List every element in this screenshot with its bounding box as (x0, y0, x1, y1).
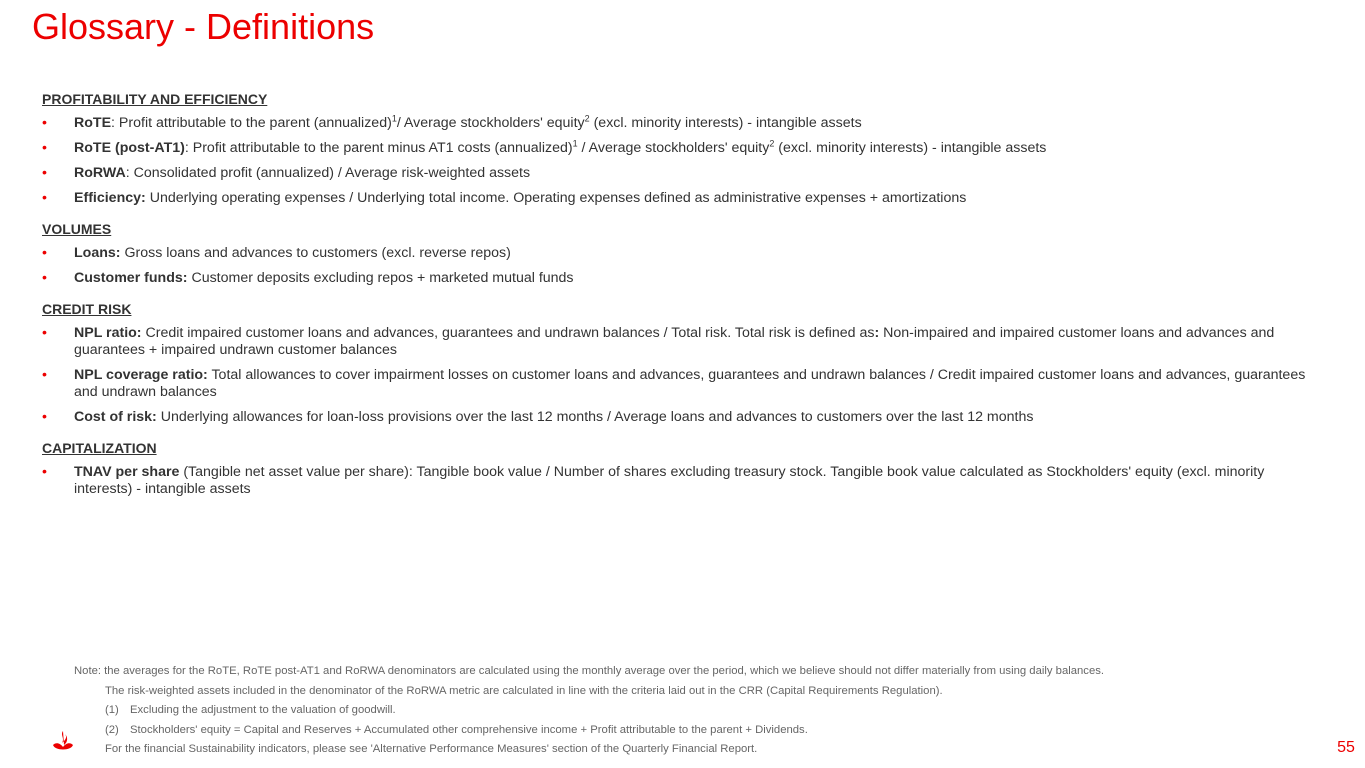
footnote-number: (2) (105, 723, 119, 736)
bullet-icon: • (42, 464, 47, 480)
section-capitalization (42, 439, 1312, 498)
footnote-text: Excluding the adjustment to the valuation of goodwill. (130, 704, 396, 717)
definition-text: / Average stockholders' equity (396, 115, 585, 131)
bullet-icon: • (42, 270, 47, 286)
term: NPL coverage ratio: (74, 367, 208, 383)
definition-text: (excl. minority interests) - intangible assets (589, 115, 862, 131)
footnote-ref: 2 (584, 113, 590, 124)
definition-text: Non-impaired and impaired customer loans and advances and guarantees + impaired undrawn customer balances (74, 325, 1275, 358)
term: NPL ratio: (74, 325, 142, 341)
glossary-content (42, 90, 1312, 511)
footnote-1 (74, 702, 1274, 722)
santander-flame-logo-icon (51, 730, 75, 754)
definition-cost-of-risk (42, 409, 1312, 426)
bullet-icon: • (42, 165, 47, 181)
definition-rorwa (42, 165, 1312, 182)
definition-rote-post-at1 (42, 140, 1312, 157)
term: Efficiency: (74, 190, 146, 206)
term: TNAV per share (74, 464, 180, 480)
page-title: Glossary - Definitions (32, 6, 375, 47)
bullet-icon: • (42, 325, 47, 341)
footnote-text: Stockholders' equity = Capital and Reserves + Accumulated other comprehensive income + Profit attributable to the parent + Dividends. (130, 723, 808, 736)
footnote-ref: 1 (572, 138, 578, 149)
definition-loans (42, 245, 1312, 262)
note-main: Note: the averages for the RoTE, RoTE post-AT1 and RoRWA denominators are calculated using the monthly average over the period, which we believe should not differ materially from using daily balances. (74, 665, 1105, 677)
definition-text: : Profit attributable to the parent minus AT1 costs (annualized) (184, 140, 573, 156)
definition-text: Gross loans and advances to customers (excl. reverse repos) (120, 245, 511, 261)
definition-text: : Profit attributable to the parent (annualized) (111, 115, 392, 131)
definition-text: Total allowances to cover impairment losses on customer loans and advances, guarantees and undrawn balances / Credit impaired customer loans and advances, guarantees and undrawn balances (74, 367, 1306, 400)
note-rwa: The risk-weighted assets included in the denominator of the RoRWA metric are calculated in line with the criteria laid out in the CRR (Capital Requirements Regulation). (105, 684, 943, 697)
term: Customer funds: (74, 270, 188, 286)
footnotes (74, 663, 1274, 761)
definition-npl-coverage (42, 367, 1312, 401)
note-sustainability: For the financial Sustainability indicators, please see 'Alternative Performance Measures' section of the Quarterly Financial Report. (105, 743, 758, 756)
section-heading: PROFITABILITY AND EFFICIENCY (42, 91, 268, 107)
definition-text: (Tangible net asset value per share): Tangible book value / Number of shares excluding treasury stock. Tangible book value calculated as Stockholders' equity (excl. minority interests) - intangible assets (74, 464, 1265, 497)
term: RoRWA (74, 165, 126, 181)
definition-rote (42, 115, 1312, 132)
section-profitability (42, 90, 1312, 207)
term: Cost of risk: (74, 409, 157, 425)
definition-text: (excl. minority interests) - intangible assets (774, 140, 1047, 156)
bullet-icon: • (42, 140, 47, 156)
footnote-2 (74, 722, 1274, 742)
section-heading: CREDIT RISK (42, 301, 132, 317)
bullet-icon: • (42, 115, 47, 131)
definition-efficiency (42, 190, 1312, 207)
definition-tnav (42, 464, 1312, 498)
colon: : (874, 325, 880, 341)
section-credit-risk (42, 300, 1312, 426)
definition-text: : Consolidated profit (annualized) / Average risk-weighted assets (125, 165, 531, 181)
footnote-ref: 2 (769, 138, 775, 149)
bullet-icon: • (42, 190, 47, 206)
definition-text: Customer deposits excluding repos + marketed mutual funds (187, 270, 574, 286)
term: RoTE (post-AT1) (74, 140, 185, 156)
section-heading: VOLUMES (42, 221, 112, 237)
term: RoTE (74, 115, 112, 131)
footnote-number: (1) (105, 704, 119, 717)
definition-text: Underlying allowances for loan-loss provisions over the last 12 months / Average loans and advances to customers over the last 12 months (156, 409, 1034, 425)
section-volumes (42, 220, 1312, 287)
definition-text: / Average stockholders' equity (577, 140, 770, 156)
term: Loans: (74, 245, 121, 261)
definition-text: Credit impaired customer loans and advances, guarantees and undrawn balances / Total risk. Total risk is defined as (141, 325, 875, 341)
section-heading: CAPITALIZATION (42, 440, 157, 456)
definition-npl-ratio (42, 325, 1312, 359)
bullet-icon: • (42, 409, 47, 425)
bullet-icon: • (42, 245, 47, 261)
bullet-icon: • (42, 367, 47, 383)
definition-text: Underlying operating expenses / Underlying total income. Operating expenses defined as administrative expenses + amortizations (145, 190, 967, 206)
footnote-ref: 1 (391, 113, 397, 124)
page-number: 55 (1337, 739, 1355, 756)
definition-customer-funds (42, 270, 1312, 287)
